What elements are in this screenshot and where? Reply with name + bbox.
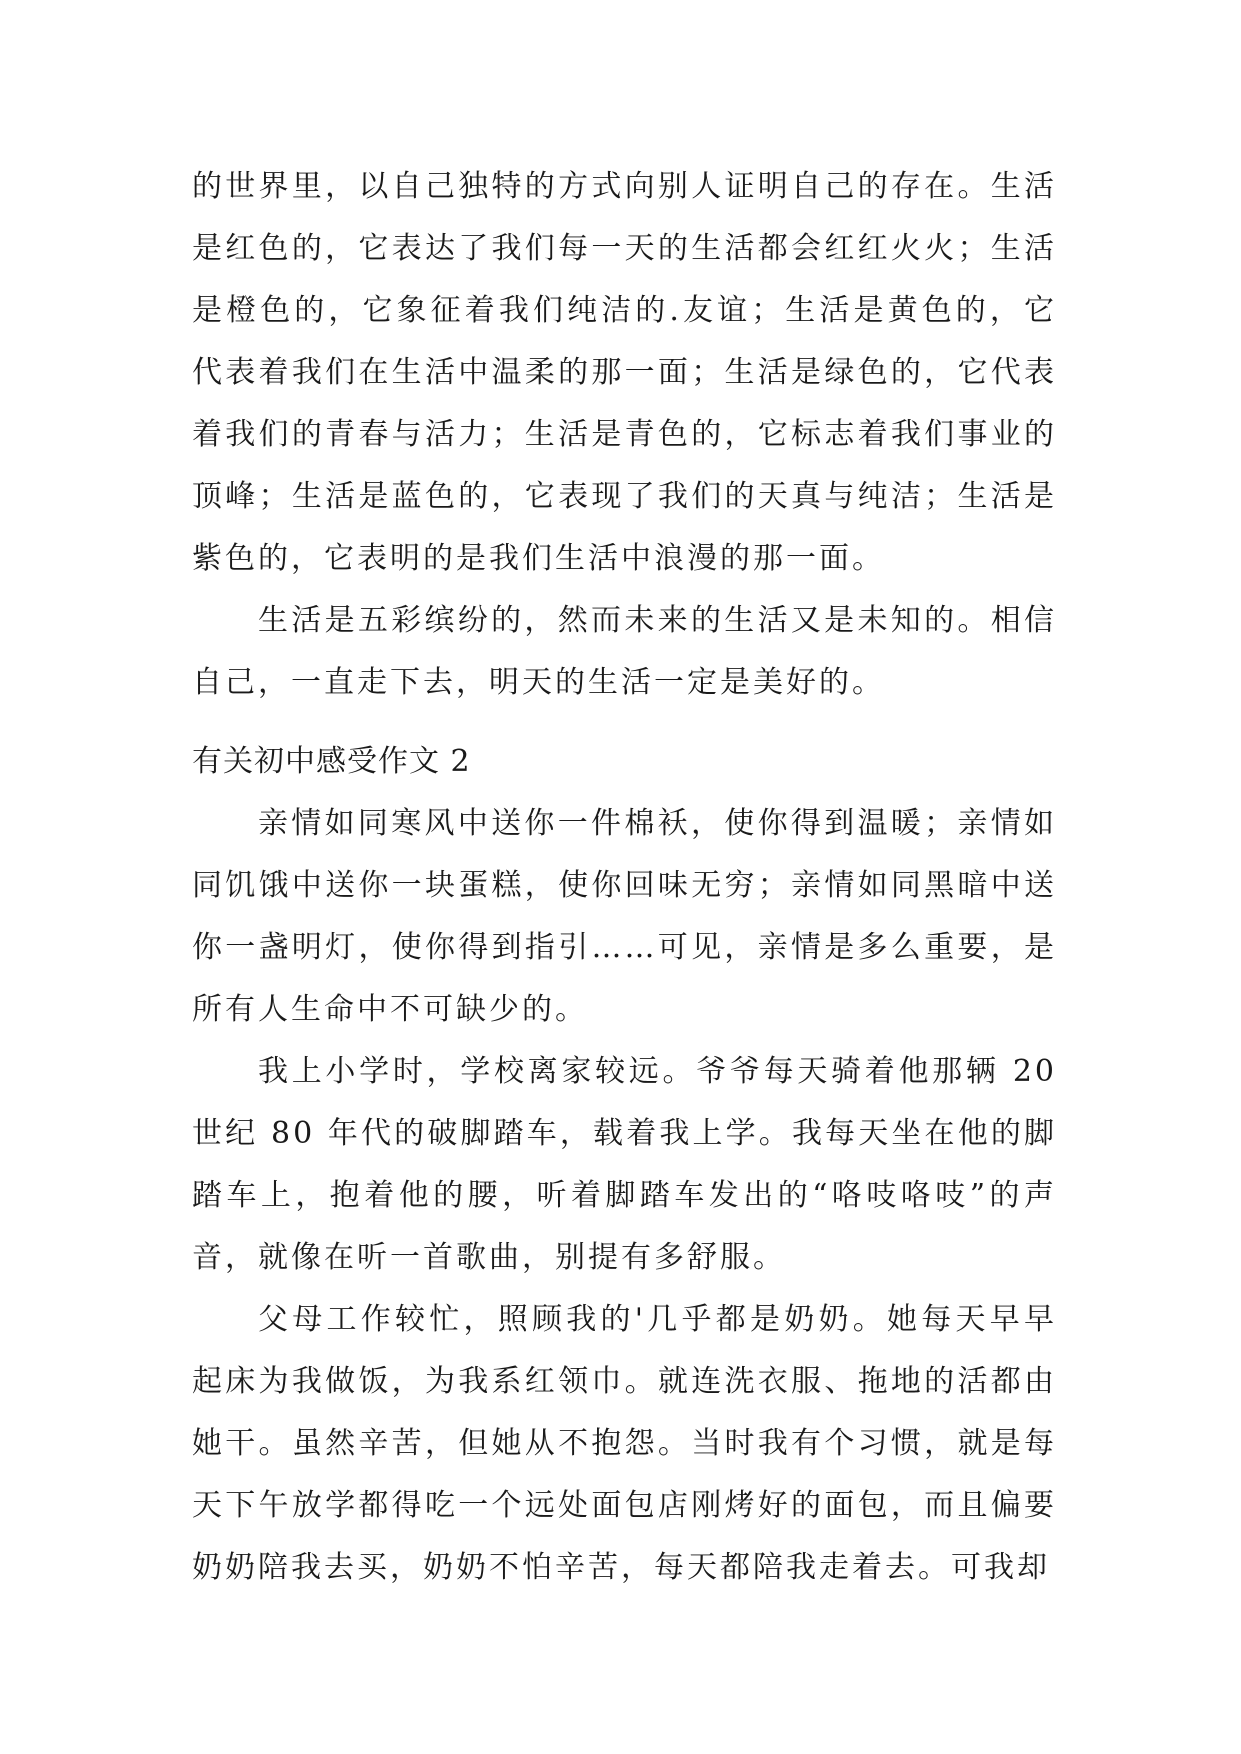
paragraph-grandmother-care: 父母工作较忙，照顾我的'几乎都是奶奶。她每天早早起床为我做饭，为我系红领巾。就连洗衣服、拖地的活都由她干。虽然辛苦，但她从不抱怨。当时我有个习惯，就是每天下午放学都得吃一个远处面包店刚烤好的面包，而且偏要奶奶陪我去买，奶奶不怕辛苦，每天都陪我走着去。可我却 — [192, 1302, 1057, 1585]
paragraph-family-love: 亲情如同寒风中送你一件棉袄，使你得到温暖；亲情如同饥饿中送你一块蛋糕，使你回味无穷；亲情如同黑暗中送你一盏明灯，使你得到指引……可见，亲情是多么重要，是所有人生命中不可缺少的。 — [192, 806, 1057, 1027]
paragraph-grandfather-bicycle: 我上小学时，学校离家较远。爷爷每天骑着他那辆 20 世纪 80 年代的破脚踏车，载着我上学。我每天坐在他的脚踏车上，抱着他的腰，听着脚踏车发出的“咯吱咯吱”的声音，就像在听一首歌曲，别提有多舒服。 — [192, 1054, 1057, 1275]
paragraph-colors-of-life: 的世界里，以自己独特的方式向别人证明自己的存在。生活是红色的，它表达了我们每一天的生活都会红红火火；生活是橙色的，它象征着我们纯洁的.友谊；生活是黄色的，它代表着我们在生活中温柔的那一面；生活是绿色的，它代表着我们的青春与活力；生活是青色的，它标志着我们事业的顶峰；生活是蓝色的，它表现了我们的天真与纯洁；生活是紫色的，它表明的是我们生活中浪漫的那一面。 — [192, 169, 1057, 576]
section-title: 有关初中感受作文 2 — [192, 744, 471, 779]
essay-section-2 — [192, 731, 1057, 1599]
paragraph-future-life: 生活是五彩缤纷的，然而未来的生活又是未知的。相信自己，一直走下去，明天的生活一定是美好的。 — [192, 603, 1057, 700]
essay-continuation — [192, 156, 1057, 714]
